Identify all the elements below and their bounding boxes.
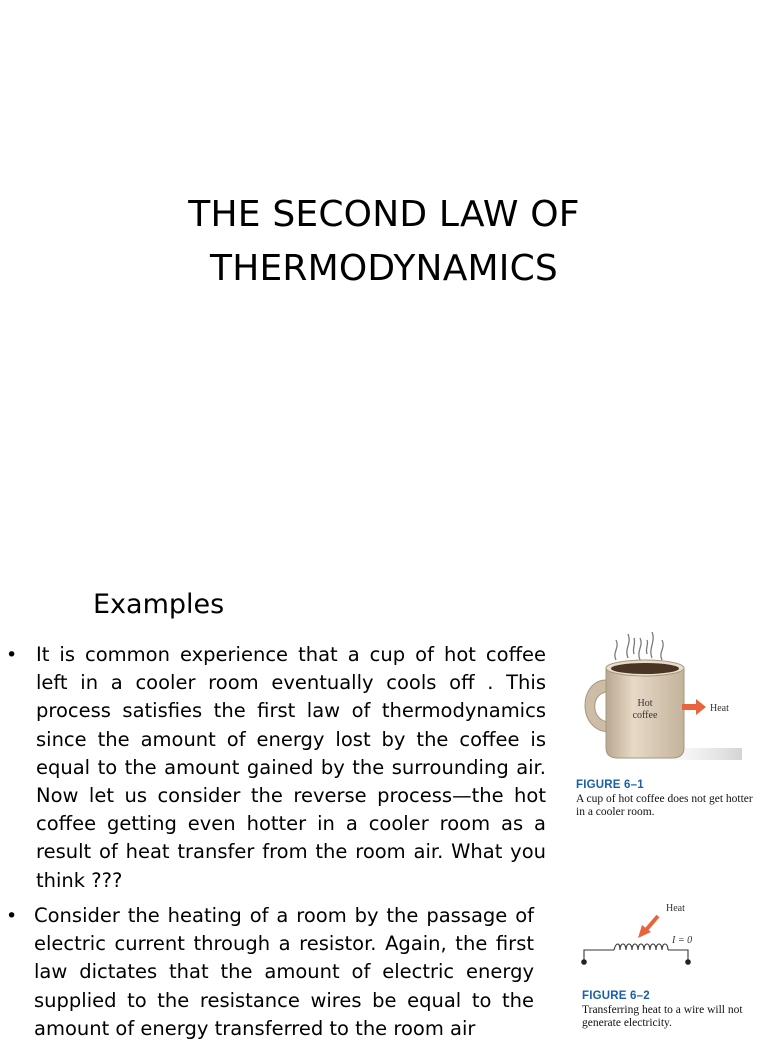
figure-label: FIGURE 6–2	[582, 990, 650, 1002]
examples-heading: Examples	[93, 589, 225, 620]
slide-title-line-1: THE SECOND LAW OF	[188, 194, 580, 235]
bullet-text-coffee: It is common experience that a cup of hot coffee left in a cooler room eventually cools off . This process satisfies the first law of thermodynamics since the amount of energy lost by the coffee is equal to the amount gained by the surrounding air. Now let us consider the reverse process—the hot coffee getting even hotter in a cooler room as a result of heat transfer from the room air. What you think ???	[36, 643, 546, 892]
bullet-marker: •	[6, 905, 18, 927]
heat-label: Heat	[666, 903, 685, 914]
resistor-wire-illustration	[578, 898, 768, 988]
slide-title-line-2: THERMODYNAMICS	[210, 248, 558, 289]
terminal-left	[581, 959, 587, 965]
coffee-cup-illustration	[572, 620, 762, 775]
coffee-surface	[611, 663, 679, 674]
heat-label: Heat	[710, 703, 729, 714]
resistor-coil-icon	[584, 944, 688, 960]
heat-arrow-icon	[638, 916, 658, 938]
terminal-right	[685, 959, 691, 965]
cup-text-hot: Hot	[637, 698, 653, 709]
cup-text-coffee: coffee	[632, 710, 658, 721]
slide-title	[0, 188, 768, 296]
figure-coffee-cup	[572, 620, 762, 820]
bullet-marker: •	[6, 644, 18, 666]
figure-resistor-wire	[578, 898, 768, 1029]
current-label: I = 0	[672, 935, 693, 946]
figure-caption: A cup of hot coffee does not get hotter in a cooler room.	[576, 793, 753, 818]
figure-caption: Transferring heat to a wire will not generate electricity.	[582, 1004, 743, 1029]
heat-arrow-icon	[682, 699, 706, 715]
bullet-text-resistor: Consider the heating of a room by the passage of electric current through a resistor. Again, the first law dictates that the amount of electric energy supplied to the resistance wires be equal to the amount of energy transferred to the room air	[34, 904, 534, 1040]
steam-icon	[615, 632, 663, 660]
figure-label: FIGURE 6–1	[576, 779, 644, 791]
